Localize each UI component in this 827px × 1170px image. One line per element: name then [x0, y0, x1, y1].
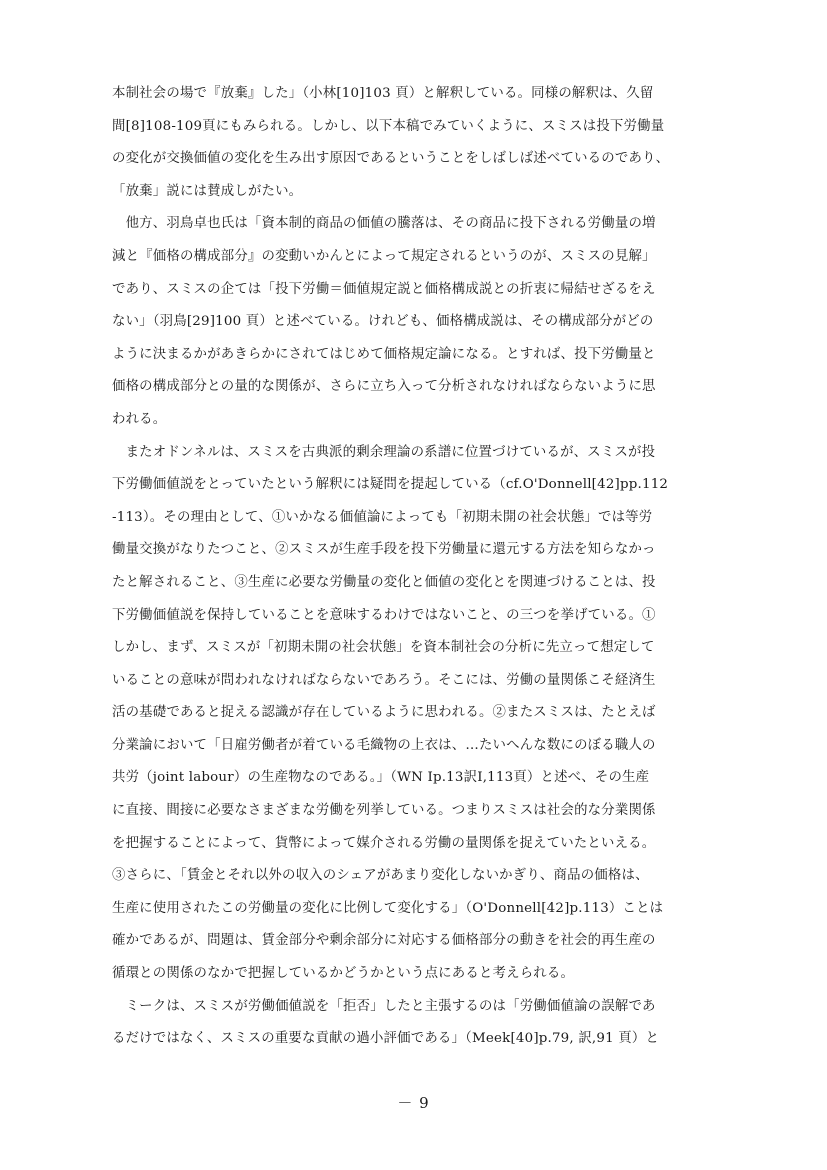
text-line: 生産に使用されたこの労働量の変化に比例して変化する」（O'Donnell[42]p.113）ことは [112, 900, 664, 916]
text-line: の変化が交換価値の変化を生み出す原因であるということをしばしば述べているのであり、 [112, 151, 670, 167]
text-line: ように決まるかがあきらかにされてはじめて価格規定論になる。とすれば、投下労働量と [112, 346, 656, 362]
text-line: 「放棄」説には賛成しがたい。 [112, 183, 303, 199]
text-line: 減と『価格の構成部分』の変動いかんとによって規定されるというのが、スミスの見解」 [112, 248, 656, 264]
text-line: -113）。その理由として、①いかなる価値論によっても「初期未開の社会状態」では等労 [112, 509, 653, 525]
text-line: であり、スミスの企ては「投下労働＝価値規定説と価格構成説との折衷に帰結せざるをえ [112, 281, 656, 297]
text-line: しかし、まず、スミスが「初期未開の社会状態」を資本制社会の分析に先立って想定して [112, 640, 655, 656]
text-line: 下労働価値説を保持していることを意味するわけではないこと、の三つを挙げている。① [112, 607, 656, 623]
text-line: を把握することによって、貨幣によって媒介される労働の量関係を捉えていたといえる。 [112, 835, 656, 851]
text-line: 間[8]108-109頁にもみられる。しかし、以下本稿でみていくように、スミスは投下労働量 [112, 118, 665, 134]
text-line: いることの意味が問われなければならないであろう。そこには、労働の量関係こそ経済生 [112, 672, 656, 688]
text-line: 下労働価値説をとっていたという解釈には疑問を提起している（cf.O'Donnell[42]pp.112 [112, 477, 669, 493]
text-line: またオドンネルは、スミスを古典派的剰余理論の系譜に位置づけているが、スミスが投 [112, 444, 656, 460]
text-line: に直接、間接に必要なさまざまな労働を列挙している。つまりスミスは社会的な分業関係 [112, 803, 656, 819]
text-line: ③さらに、「賃金とそれ以外の収入のシェアがあまり変化しないかぎり、商品の価格は、 [112, 868, 649, 884]
text-line: ミークは、スミスが労働価値説を「拒否」したと主張するのは「労働価値論の誤解であ [112, 998, 656, 1014]
text-line: 循環との関係のなかで把握しているかどうかという点にあると考えられる。 [112, 966, 575, 982]
text-line: 分業論において「日雇労働者が着ている毛織物の上衣は、…たいへんな数にのぼる職人の [112, 737, 656, 753]
text-line: 本制社会の場で『放棄』した」（小林[10]103 頁）と解釈している。同様の解釈は、久留 [112, 86, 654, 101]
text-line: 共労（joint labour）の生産物なのである。」（WN Ⅰp.13訳Ⅰ,113頁）と述べ、その生産 [112, 770, 650, 786]
text-line: 働量交換がなりたつこと、②スミスが生産手段を投下労働量に還元する方法を知らなかっ [112, 542, 656, 558]
text-line: るだけではなく、スミスの重要な貢献の過小評価である」（Meek[40]p.79, 訳,91 頁）と [112, 1031, 660, 1047]
text-line: たと解されること、③生産に必要な労働量の変化と価値の変化とを関連づけることは、投 [112, 574, 656, 590]
text-line: ない」（羽鳥[29]100 頁）と述べている。けれども、価格構成説は、その構成部分がどの [112, 314, 654, 330]
text-line: 他方、羽鳥卓也氏は「資本制的商品の価値の騰落は、その商品に投下される労働量の増 [112, 216, 656, 232]
text-line: 価格の構成部分との量的な関係が、さらに立ち入って分析されなければならないように思 [112, 379, 656, 395]
text-line: 活の基礎であると捉える認識が存在しているように思われる。②またスミスは、たとえば [112, 705, 656, 721]
body-text [112, 78, 722, 1056]
page-number: － 9 [397, 1094, 430, 1112]
text-line: 確かであるが、問題は、賃金部分や剰余部分に対応する価格部分の動きを社会的再生産の [112, 933, 656, 949]
text-line: われる。 [112, 411, 167, 427]
